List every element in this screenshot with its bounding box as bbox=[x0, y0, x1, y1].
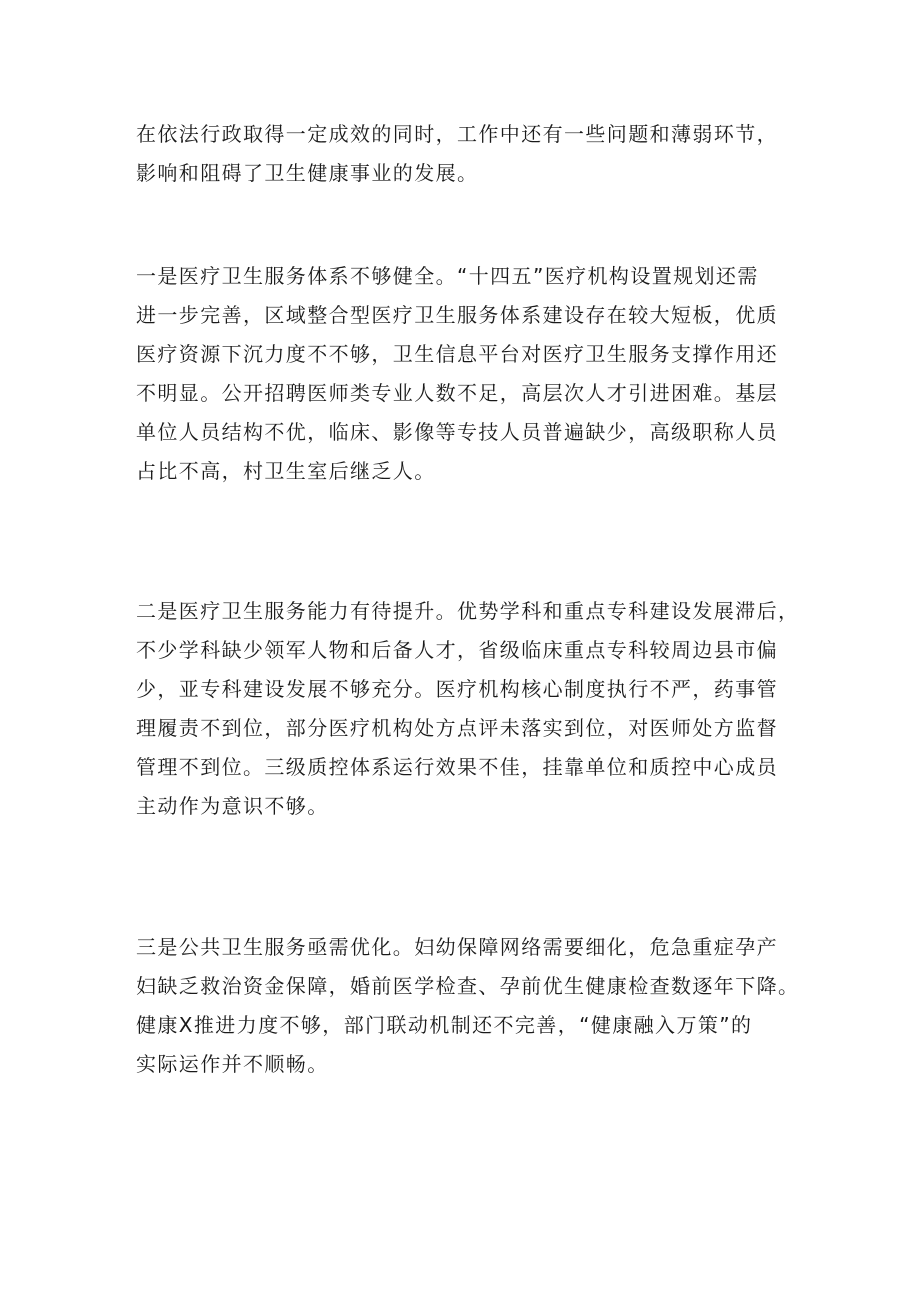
text-line: 妇缺乏救治资金保障，婚前医学检查、孕前优生健康检查数逐年下降。 bbox=[136, 974, 800, 998]
text-line: 管理不到位。三级质控体系运行效果不佳，挂靠单位和质控中心成员 bbox=[136, 755, 778, 779]
text-line: 影响和阻碍了卫生健康事业的发展。 bbox=[136, 161, 479, 185]
text-line: 一是医疗卫生服务体系不够健全。“十四五”医疗机构设置规划还需 bbox=[136, 264, 759, 288]
text-line: 健康X推进力度不够，部门联动机制还不完善，“健康融入万策”的 bbox=[136, 1013, 753, 1037]
text-line: 实际运作并不顺畅。 bbox=[136, 1052, 329, 1076]
text-line: 二是医疗卫生服务能力有待提升。优势学科和重点专科建设发展滞后， bbox=[136, 599, 800, 623]
text-line: 主动作为意识不够。 bbox=[136, 794, 329, 818]
text-line: 进一步完善，区域整合型医疗卫生服务体系建设存在较大短板，优质 bbox=[136, 303, 778, 327]
text-line: 占比不高，村卫生室后继乏人。 bbox=[136, 459, 436, 483]
text-line: 不少学科缺少领军人物和后备人才，省级临床重点专科较周边县市偏 bbox=[136, 638, 778, 662]
paragraph-point-one bbox=[136, 257, 796, 491]
text-line: 少，亚专科建设发展不够充分。医疗机构核心制度执行不严，药事管 bbox=[136, 677, 778, 701]
text-line: 在依法行政取得一定成效的同时，工作中还有一些问题和薄弱环节， bbox=[136, 122, 778, 146]
paragraph-point-three bbox=[136, 928, 800, 1084]
paragraph-intro bbox=[136, 115, 796, 193]
text-line: 不明显。公开招聘医师类专业人数不足，高层次人才引进困难。基层 bbox=[136, 381, 778, 405]
text-line: 单位人员结构不优，临床、影像等专技人员普遍缺少，高级职称人员 bbox=[136, 420, 778, 444]
paragraph-point-two bbox=[136, 592, 800, 826]
text-line: 医疗资源下沉力度不不够，卫生信息平台对医疗卫生服务支撑作用还 bbox=[136, 342, 778, 366]
text-line: 理履责不到位，部分医疗机构处方点评未落实到位，对医师处方监督 bbox=[136, 716, 778, 740]
text-line: 三是公共卫生服务亟需优化。妇幼保障网络需要细化，危急重症孕产 bbox=[136, 935, 778, 959]
